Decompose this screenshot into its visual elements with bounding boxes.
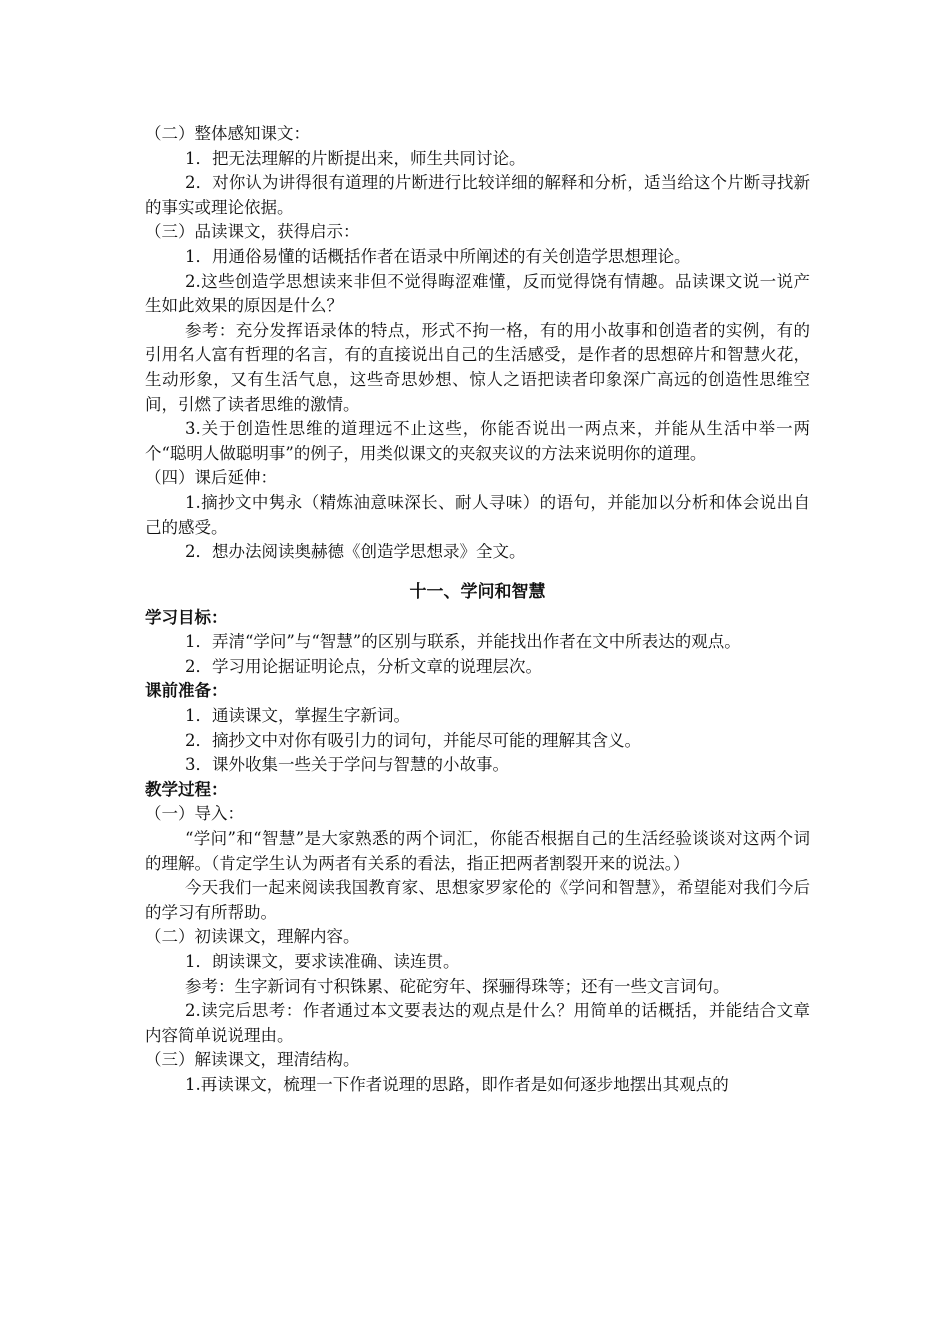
process-heading: 教学过程： [145,779,228,799]
list-item: 3.关于创造性思维的道理远不止这些，你能否说出一两点来，并能从生活中举一两个“聪明人做聪明事”的例子，用类似课文的夹叙夹议的方法来说明你的道理。 [145,419,810,463]
paragraph: “学问”和“智慧”是大家熟悉的两个词汇，你能否根据自己的生活经验谈谈对这两个词的理解。（肯定学生认为两者有关系的看法，指正把两者割裂开来的说法。） [145,829,810,873]
list-item: 1.摘抄文中隽永（精炼油意味深长、耐人寻味）的语句，并能加以分析和体会说出自己的感受。 [145,492,810,537]
section-heading: （四）课后延伸： [145,468,277,488]
list-item: 2.读完后思考：作者通过本文要表达的观点是什么？用简单的话概括，并能结合文章内容简单说说理由。 [145,1001,810,1045]
reference-paragraph: 参考：充分发挥语录体的特点，形式不拘一格，有的用小故事和创造者的实例，有的引用名人富有哲理的名言，有的直接说出自己的生活感受，是作者的思想碎片和智慧火花，生动形象，又有生活气息，这些奇思妙想、惊人之语把读者印象深广高远的创造性思维空间，引燃了读者思维的激情。 [145,320,810,414]
list-item: 2．摘抄文中对你有吸引力的词句，并能尽可能的理解其含义。 [185,730,641,750]
section-heading: （三）解读课文，理清结构。 [145,1050,360,1070]
paragraph: 今天我们一起来阅读我国教育家、思想家罗家伦的《学问和智慧》，希望能对我们今后的学习有所帮助。 [145,878,810,922]
list-item: 1.再读课文，梳理一下作者说理的思路，即作者是如何逐步地摆出其观点的 [185,1074,729,1094]
reference-paragraph: 参考：生字新词有寸积铢累、砣砣穷年、探骊得珠等；还有一些文言词句。 [185,976,730,996]
list-item: 1．朗读课文，要求读准确、读连贯。 [185,952,460,971]
lesson-title: 十一、学问和智慧 [409,581,546,602]
document-page [145,122,810,1098]
section-heading: （三）品读课文，获得启示： [145,222,360,242]
list-item: 2．对你认为讲得很有道理的片断进行比较详细的解释和分析，适当给这个片断寻找新的事实或理论依据。 [145,173,810,217]
list-item: 1．把无法理解的片断提出来，师生共同讨论。 [185,148,526,168]
list-item: 1．通读课文，掌握生字新词。 [185,706,410,726]
list-item: 2.这些创造学思想读来非但不觉得晦涩难懂，反而觉得饶有情趣。品读课文说一说产生如此效果的原因是什么？ [145,271,810,316]
section-heading: （二）初读课文，理解内容。 [145,927,360,947]
section-heading: （一）导入： [145,804,244,824]
list-item: 3．课外收集一些关于学问与智慧的小故事。 [185,755,509,775]
list-item: 1．用通俗易懂的话概括作者在语录中所阐述的有关创造学思想理论。 [185,246,691,266]
section-heading: （二）整体感知课文： [145,124,310,143]
list-item: 2．想办法阅读奥赫德《创造学思想录》全文。 [185,542,526,562]
prep-heading: 课前准备： [145,681,228,701]
goals-heading: 学习目标： [145,607,228,627]
list-item: 1．弄清“学问”与“智慧”的区别与联系，并能找出作者在文中所表达的观点。 [185,632,741,652]
list-item: 2．学习用论据证明论点，分析文章的说理层次。 [185,656,542,676]
